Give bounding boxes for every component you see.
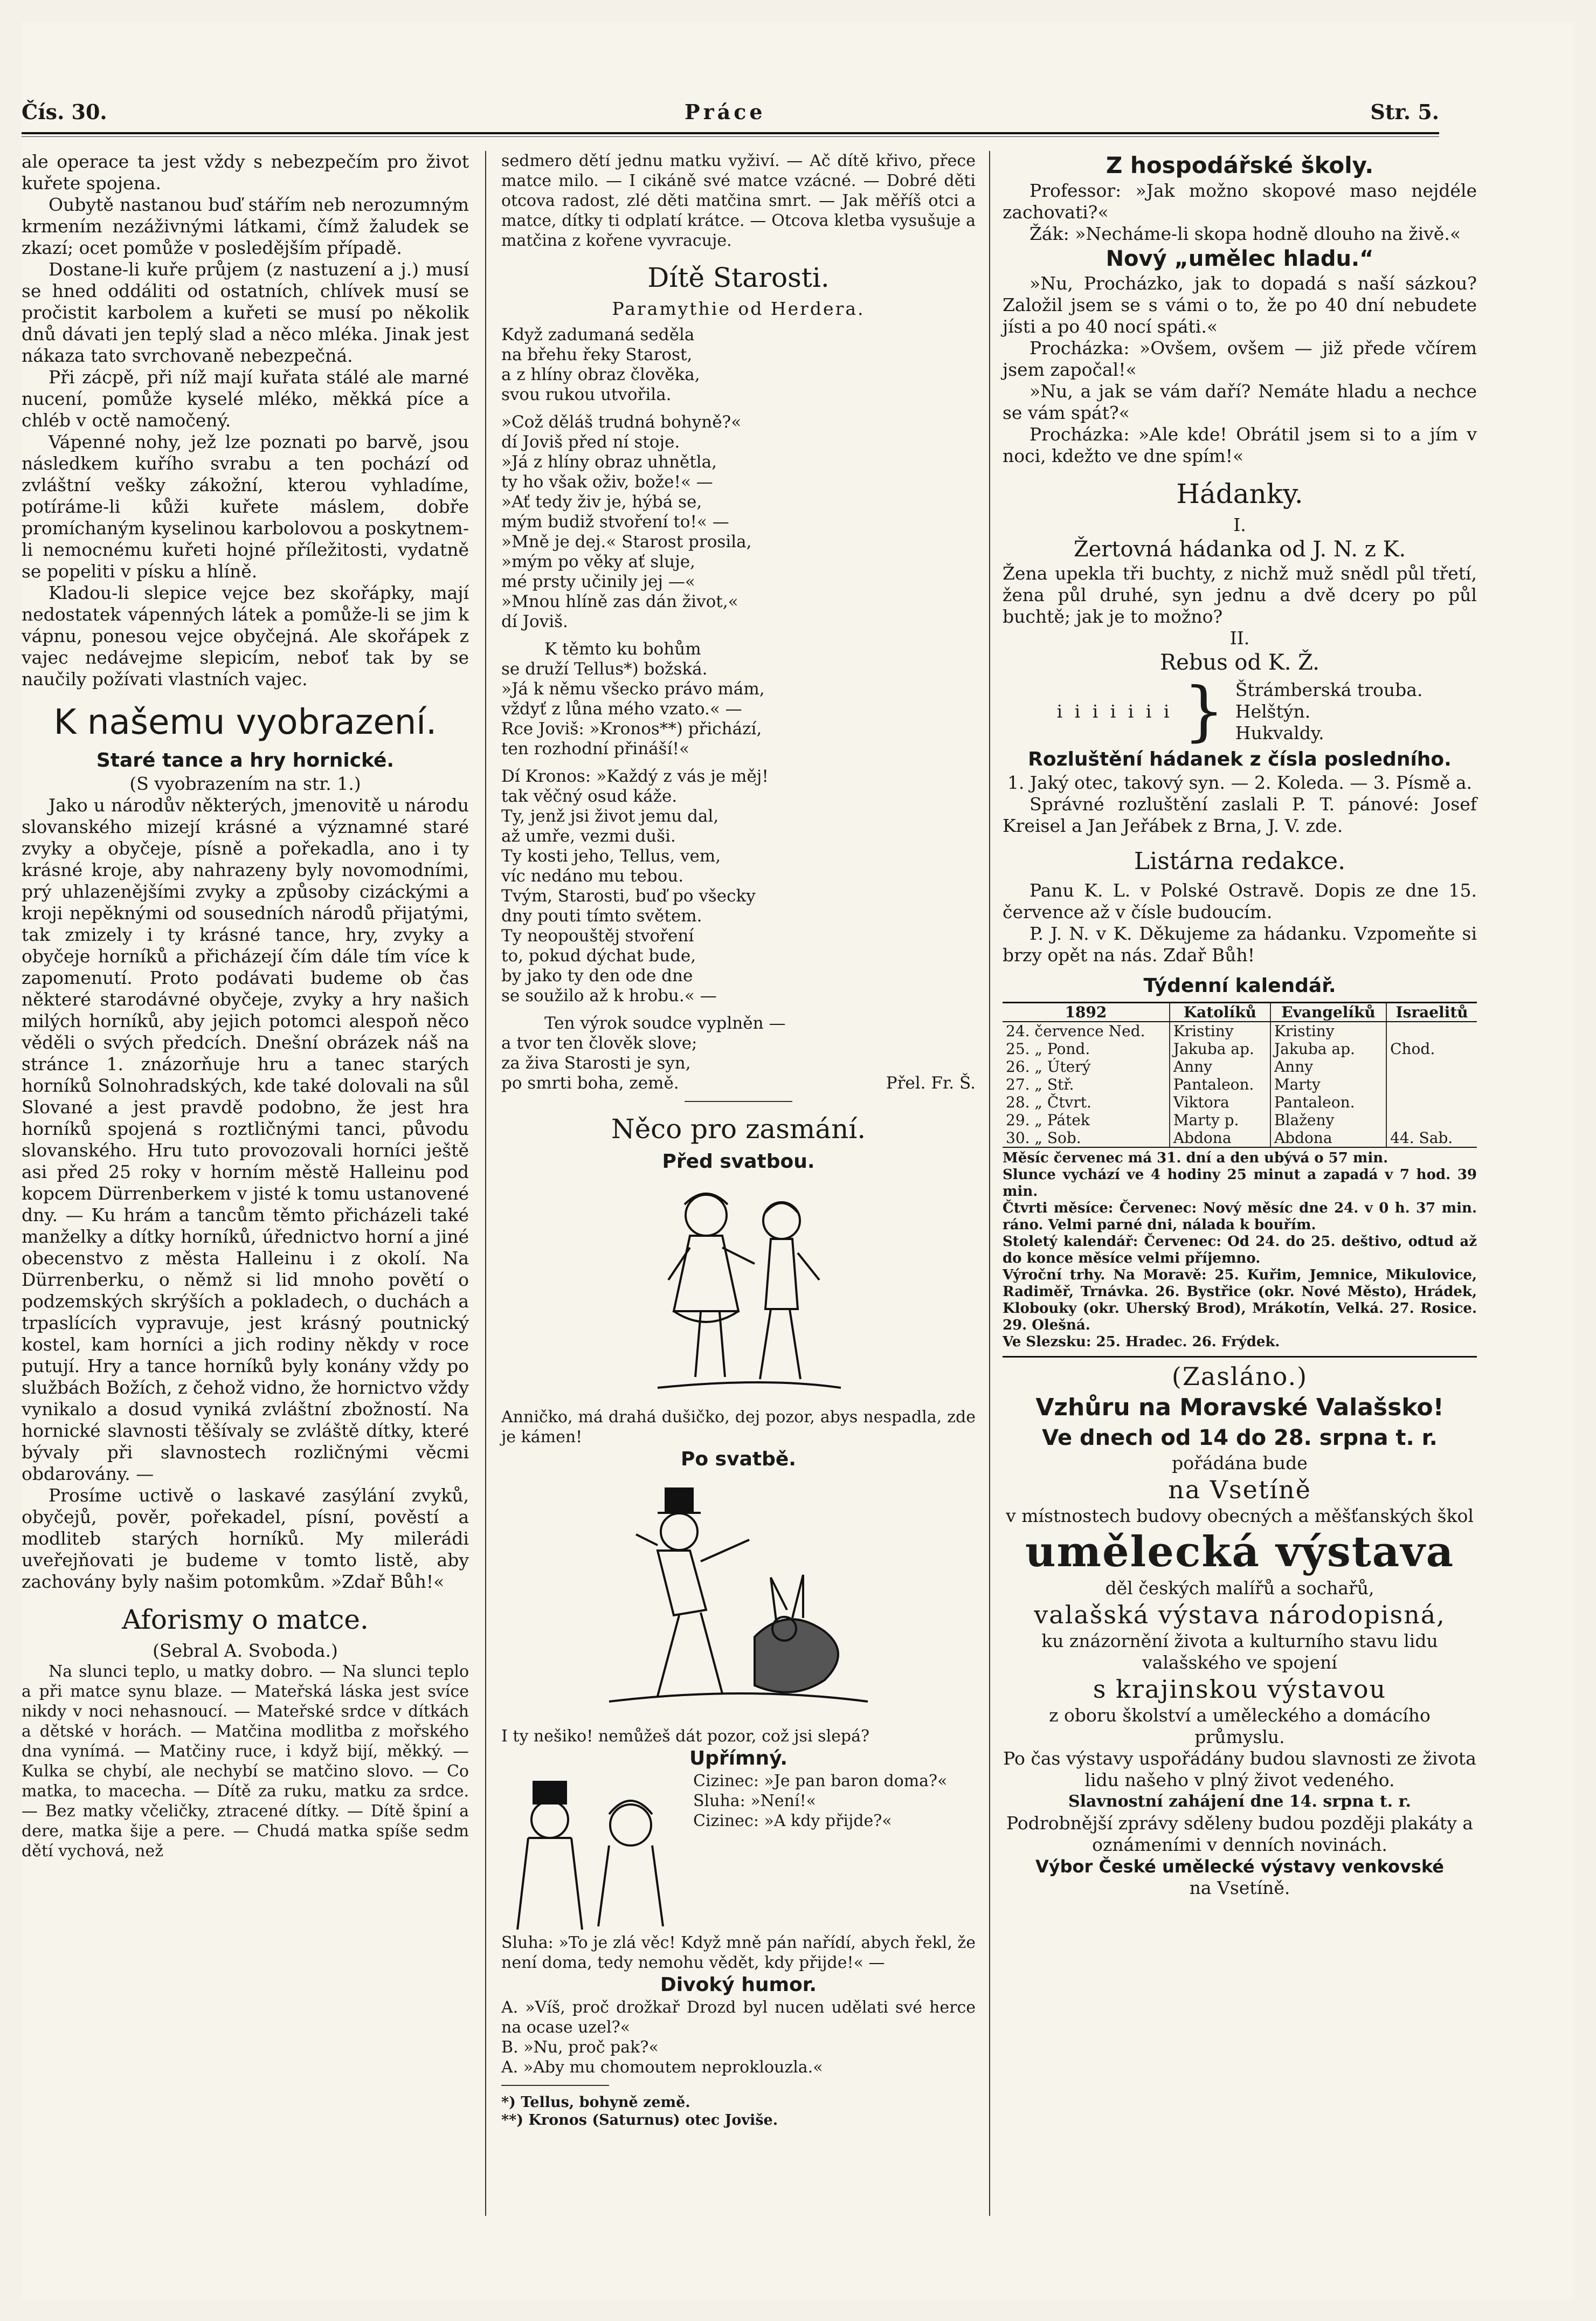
calendar-note: Stoletý kalendář: Červenec: Od 24. do 25. deštivo, odtud až do konce měsíce velmi příjemno. <box>1003 1234 1477 1266</box>
poem-line: se soužilo až k hrobu.« — <box>501 986 717 1005</box>
illustration-caption: I ty nešiko! nemůžeš dát pozor, což jsi slepá? <box>501 1727 870 1746</box>
poem-line: svou rukou utvořila. <box>501 385 672 404</box>
poem-line: ty ho však oživ, bože!« — <box>501 472 713 492</box>
dialog-line: B. »Nu, proč pak?« <box>501 2038 659 2057</box>
paragraph: Oubytě nastanou buď stářím neb nerozumným krmením nezáživnými látkami, čímž žaludek se zkazí; ocet pomůže v posledějším případě. <box>22 194 469 258</box>
calendar-note: Ve Slezsku: 25. Hradec. 26. Frýdek. <box>1003 1334 1280 1350</box>
poem-line: K těmto ku bohům <box>544 639 701 659</box>
paragraph: Professor: »Jak možno skopové maso nejdéle zachovati?« <box>1003 180 1477 223</box>
paragraph: Prosíme uctivě o laskavé zasýlání zvyků, obyčejů, pověr, pořekadel, písní, pověstí a modliteb starých horníků. My milerádi uveřejňovati je budeme v tomto listě, aby zachovány byly našim potomkům. »Zdař Bůh!« <box>22 1485 469 1592</box>
ad-line: Podrobnější zprávy sděleny budou později plakáty a oznámeními v denních novinách. <box>1006 1813 1473 1855</box>
poem-line: po smrti boha, země. <box>501 1073 679 1093</box>
header-rule-thin <box>22 136 1439 137</box>
poem-line: by jako ty den ode dne <box>501 966 693 986</box>
masthead-title: Práce <box>685 100 766 124</box>
table-row <box>1003 1058 1477 1076</box>
ad-line: děl českých malířů a sochařů, <box>1105 1578 1374 1599</box>
paragraph: Jako u národův některých, jmenovitě u národu slovanského mizejí krásné a významné staré zvyky a obyčeje, písně a pořekadla, ano i ty krásné kroje, aby nahrazeny byly novomodními, prý uhlazenějšími zvyky a způsoby cizáckými a kroji nepěknými od sousedních národů přijatými, tak zmizely i ty krásné tance, hry, zvyky a obyčeje horníků a přicházejí čím dále tím více k zapomenutí. Proto podávati budeme ob čas některé starodávné obyčeje, zvyky a hry našich milých horníků, aby jejich potomci alespoň něco věděli o svých předcích. Dnešní obrázek náš na stránce 1. znázorňuje hru a tanec starých horníků Solnohradských, kde také dolovali na sůl Slované a jest pravdě podobno, že jest hra horníků spojená s roztličnými tanci, původu slovanského. Hru tuto provozovali horníci ještě asi před 25 roky v horním městě Halleinu pod kopcem Dürrenberkem v jisté k tomu ustanovené dny. — Ku hrám a tancům těmto přicházeli také manželky a dítky horníků, úřednictvo horní a jiné obecenstvo z města Halleinu i z okolí. Na Dürrenberku, o němž si lid mnoho povětí o podzemských skrýších a pokladech, o duchách a trpaslících vypravuje, jest krásný poutnický kostel, kam horníci a jich rodiny někdy v roce putují. Hry a tance horníků byly konány vždy po službách Božích, z čehož vidno, že hornictvo vždy vynikalo a dosud vyniká zvláštní zbožností. Na hornické slavnosti těšívaly se zvláště dítky, které bývaly při slavnostech rozličnými věcmi obdarovány. — <box>22 795 469 1484</box>
poem-line: se druží Tellus*) božská. <box>501 659 708 679</box>
table-row <box>1003 1093 1477 1111</box>
table-row <box>1003 1076 1477 1093</box>
ad-subtitle: s krajinskou výstavou <box>1093 1675 1387 1704</box>
poem-line: na břehu řeky Starost, <box>501 345 693 364</box>
before-wedding-illustration <box>625 1183 852 1399</box>
ad-line: Slavnostní zahájení dne 14. srpna t. r. <box>1068 1792 1412 1811</box>
dialog-line: A. »Víš, proč drožkař Drozd byl nucen udělati své herce na ocase uzel?« <box>501 1998 976 2037</box>
paragraph: »Nu, Procházko, jak to dopadá s naší sázkou? Založil jsem se s vámi o to, že po 40 dní nebudete jísti a po 40 nocí spáti.« <box>1003 273 1477 337</box>
section-heading: Listárna redakce. <box>1134 848 1346 875</box>
poem-line: »Mnou hlíně zas dán život,« <box>501 592 738 611</box>
column-2 <box>501 151 976 2129</box>
table-cell: 30. „ Sob. <box>1003 1129 1170 1147</box>
calendar-notes <box>1003 1150 1477 1351</box>
poem-line: »Mně je dej.« Starost prosila, <box>501 532 752 552</box>
paragraph: Žena upekla tři buchty, z nichž muž snědl půl třetí, žena půl druhé, syn jednu a dvě dcery po půl buchtě; jak je to možno? <box>1003 563 1477 627</box>
dialog-line: Sluha: »Není!« <box>693 1792 817 1810</box>
table-cell: Viktora <box>1170 1093 1270 1111</box>
column-1 <box>22 151 469 1861</box>
paragraph: Procházka: »Ale kde! Obrátil jsem si to a jím v noci, kdežto ve dne spím!« <box>1003 424 1477 466</box>
dialog-text <box>693 1771 947 1933</box>
section-heading: Něco pro zasmání. <box>611 1113 866 1145</box>
illustration-caption: Anničko, má drahá dušičko, dej pozor, abys nespadla, zde je kámen! <box>501 1408 976 1447</box>
section-heading: K našemu vyobrazení. <box>53 703 437 742</box>
poem-line: Ty kosti jeho, Tellus, vem, <box>501 846 721 866</box>
poem-line: dí Joviš před ní stoje. <box>501 432 680 452</box>
section-subheading: Staré tance a hry hornické. <box>96 749 395 772</box>
paragraph: sedmero dětí jednu matku vyživí. — Ač dítě křivo, přece matce milo. — I cikáně své matce vzácné. — Dobré děti otcova radost, zlé děti matčina smrt. — Jak měříš otci a matce, dítky ti odplatí krátce. — Otcova kletba vysušuje a matčina z kořene vyvracuje. <box>501 151 976 250</box>
calendar-header: Evangelíků <box>1270 1003 1386 1022</box>
dialog-line: Sluha: »To je zlá věc! Když mně pán nařídí, abych řekl, že není doma, tedy nemohu vědět, kdy přijde!« — <box>501 1933 976 1972</box>
table-cell <box>1386 1111 1477 1129</box>
poem-stanza <box>501 767 976 1006</box>
section-heading: Hádanky. <box>1176 478 1303 509</box>
calendar-header: 1892 <box>1003 1003 1170 1022</box>
table-cell: 29. „ Pátek <box>1003 1111 1170 1129</box>
uprimny-block <box>501 1771 976 1933</box>
footnote: **) Kronos (Saturnus) otec Joviše. <box>501 2112 778 2129</box>
poem-line: víc nedáno mu tebou. <box>501 866 684 886</box>
rebus <box>1003 674 1477 749</box>
calendar-table <box>1003 1002 1477 1148</box>
ad-subtitle: valašská výstava národopisná, <box>1034 1600 1446 1629</box>
paragraph: Při zácpě, při níž mají kuřata stálé ale marné nucení, pomůže kyselé mléko, měkká píce a chléb v octě namočený. <box>22 367 469 431</box>
calendar-header: Israelitů <box>1386 1003 1477 1022</box>
rebus-item: Hukvaldy. <box>1235 722 1324 743</box>
poem-line: Tvým, Starosti, buď po všecky <box>501 886 756 906</box>
table-cell: Kristiny <box>1270 1022 1386 1040</box>
table-row <box>1003 1022 1477 1040</box>
table-cell <box>1386 1058 1477 1076</box>
section-subheading: Divoký humor. <box>660 1974 817 1996</box>
ad-signature: Výbor České umělecké výstavy venkovské <box>1035 1856 1444 1877</box>
poem-line: vždyť z lůna mého vzato.« — <box>501 699 742 719</box>
calendar-note: Slunce vychází ve 4 hodiny 25 minut a zapadá v 7 hod. 39 min. <box>1003 1167 1477 1200</box>
poem-line: dny pouti tímto světem. <box>501 906 702 926</box>
poem-line: mé prsty učinily jej —« <box>501 572 695 591</box>
poem-line <box>501 1073 976 1093</box>
poem-line: dí Joviš. <box>501 612 568 631</box>
paragraph: Dostane-li kuře průjem (z nastuzení a j.) musí se hned oddáliti od ostatních, chlívek musí se pročistit karbolem a kuřeti se musí po několik dnů dávati jen teplý slad a něco mléka. Jinak jest nákaza tato svrchovaně nebezpečná. <box>22 259 469 366</box>
poem-stanza <box>501 1014 976 1093</box>
table-cell <box>1386 1093 1477 1111</box>
ad-zaslano: (Zasláno.) <box>1171 1362 1308 1391</box>
table-cell: 27. „ Stř. <box>1003 1076 1170 1093</box>
footnote: *) Tellus, bohyně země. <box>501 2094 690 2111</box>
dialog-line: Cizinec: »Je pan baron doma?« <box>693 1772 948 1790</box>
calendar-note: Výroční trhy. Na Moravě: 25. Kuřim, Jemnice, Mikulovice, Radiměř, Trnávka. 26. Bystřice (okr. Nové Město), Hrádek, Klobouky (okr. Uherský Brod), Mrákotín, Velká. 27. Rosice. 29. Olešná. <box>1003 1267 1477 1333</box>
table-cell: Marty <box>1270 1076 1386 1093</box>
poem-line: tak věčný osud káže. <box>501 787 678 806</box>
poem-stanza <box>501 325 976 405</box>
poem-title: Dítě Starosti. <box>647 262 830 293</box>
ad-title: umělecká výstava <box>1025 1527 1455 1576</box>
ad-location: na Vsetíně <box>1168 1475 1311 1504</box>
section-subheading: Po svatbě. <box>681 1448 796 1470</box>
table-cell: Marty p. <box>1170 1111 1270 1129</box>
poem-line: Ty, jenž jsi život jemu dal, <box>501 807 719 826</box>
table-cell: Abdona <box>1170 1129 1270 1147</box>
after-wedding-illustration <box>598 1480 879 1718</box>
rebus-item: Helštýn. <box>1235 701 1311 722</box>
paragraph: Kladou-li slepice vejce bez skořápky, mají nedostatek vápenných látek a pomůže-li se jim k vápnu, ponesou vejce obyčejná. Ale skořápek z vajec nedávejme slepicím, neboť tak by se naučily požívati vlastních vajec. <box>22 582 469 690</box>
calendar-note: Čtvrti měsíce: Červenec: Nový měsíc dne 24. v 0 h. 37 min. ráno. Velmi parné dni, nálada k bouřím. <box>1003 1200 1477 1233</box>
footnote-rule <box>501 2085 609 2086</box>
column-divider <box>989 151 990 2216</box>
poem-stanza <box>501 412 976 632</box>
dialog-line: A. »Aby mu chomoutem neproklouzla.« <box>501 2058 823 2077</box>
riddle-number: II. <box>1229 628 1250 649</box>
section-note: (Sebral A. Svoboda.) <box>153 1640 338 1661</box>
table-cell: 28. „ Čtvrt. <box>1003 1093 1170 1111</box>
table-cell: Pantaleon. <box>1170 1076 1270 1093</box>
table-cell <box>1386 1076 1477 1093</box>
table-cell: 26. „ Úterý <box>1003 1058 1170 1076</box>
page-header <box>22 94 1439 137</box>
paragraph: Vápenné nohy, jež lze poznati po barvě, jsou následkem kuřího svrabu a ten pochází od zvláštní vešky zákožní, kterou vyhladíme, potíráme-li kůži kuřete máslem, dobře promíchaným kyselinou karbolovou a poskytnem-li nemocnému kuřeti hojné příležitosti, vydatně se popeliti v písku a hlíně. <box>22 431 469 582</box>
riddle-number: I. <box>1233 514 1246 535</box>
table-row <box>1003 1040 1477 1058</box>
poem-line: ten rozhodní přináší!« <box>501 739 689 759</box>
table-cell: Chod. <box>1390 1040 1435 1058</box>
section-subheading: Před svatbou. <box>662 1151 815 1173</box>
table-row <box>1003 1111 1477 1129</box>
dialog-line: Cizinec: »A kdy přijde?« <box>693 1812 892 1830</box>
section-heading: Z hospodářské školy. <box>1106 152 1374 178</box>
ad-dates: Ve dnech od 14 do 28. srpna t. r. <box>1042 1425 1438 1450</box>
poem-line: »Což děláš trudná bohyně?« <box>501 412 742 432</box>
riddle-title: Rebus od K. Ž. <box>1160 650 1319 675</box>
section-heading: Rozluštění hádanek z čísla posledního. <box>1028 748 1452 770</box>
poem-line: »Já k němu všecko právo mám, <box>501 679 765 699</box>
section-note: (S vyobrazením na str. 1.) <box>129 773 361 794</box>
divider <box>1003 1356 1477 1358</box>
poem-line: a tvor ten člověk slove; <box>501 1034 697 1053</box>
table-cell: Abdona <box>1270 1129 1386 1147</box>
ad-line: ku znázornění života a kulturního stavu lidu valašského ve spojení <box>1041 1630 1438 1673</box>
table-cell: Anny <box>1270 1058 1386 1076</box>
issue-number: Čís. 30. <box>22 100 107 124</box>
rebus-item: Štrámberská trouba. <box>1235 679 1423 700</box>
poem-line: až umře, vezmi duši. <box>501 827 676 846</box>
header-rule <box>22 132 1439 134</box>
poem-line: Dí Kronos: »Každý z vás je měj! <box>501 767 769 786</box>
paragraph: »Nu, a jak se vám daří? Nemáte hladu a nechce se vám spát?« <box>1003 381 1477 423</box>
table-cell: Blaženy <box>1270 1111 1386 1129</box>
divider <box>685 1101 792 1102</box>
calendar-note: Měsíc červenec má 31. dní a den ubývá o 57 min. <box>1003 1150 1388 1166</box>
calendar-header-row <box>1003 1003 1477 1022</box>
ad-line: v místnostech budovy obecných a měšťanských škol <box>1006 1505 1474 1526</box>
table-cell: Jakuba ap. <box>1270 1040 1386 1058</box>
poem-line: »Ať tedy živ je, hýbá se, <box>501 492 702 512</box>
column-3 <box>1003 151 1477 1899</box>
paragraph: Panu K. L. v Polské Ostravě. Dopis ze dne 15. července až v čísle budoucím. <box>1003 880 1477 922</box>
rebus-letters: i i i i i i i <box>1056 701 1173 722</box>
section-heading: Aforismy o matce. <box>122 1604 369 1635</box>
poem-line: Když zadumaná seděla <box>501 325 695 345</box>
ad-line: na Vsetíně. <box>1189 1877 1290 1898</box>
table-cell: 25. „ Pond. <box>1003 1040 1170 1058</box>
section-heading: Týdenní kalendář. <box>1143 975 1336 997</box>
ad-headline: Vzhůru na Moravské Valašsko! <box>1035 1394 1444 1421</box>
ad-line: pořádána bude <box>1172 1452 1308 1473</box>
table-cell: Pantaleon. <box>1270 1093 1386 1111</box>
paragraph: Procházka: »Ovšem, ovšem — již přede včírem jsem započal!« <box>1003 338 1477 380</box>
table-cell: 44. Sab. <box>1386 1129 1477 1147</box>
section-subheading: Upřímný. <box>689 1747 788 1769</box>
rebus-items <box>1235 679 1423 744</box>
paragraph: ale operace ta jest vždy s nebezpečím pro život kuřete spojena. <box>22 151 469 194</box>
poem-line: Ten výrok soudce vyplněn — <box>544 1014 786 1033</box>
poem-line: a z hlíny obraz člověka, <box>501 365 700 384</box>
brace-icon: } <box>1183 674 1225 749</box>
ad-line: z oboru školství a uměleckého a domácího průmyslu. <box>1049 1705 1431 1747</box>
paragraph: P. J. N. v K. Děkujeme za hádanku. Vzpomeňte si brzy opět na nás. Zdař Bůh! <box>1003 923 1477 966</box>
table-cell: Anny <box>1170 1058 1270 1076</box>
table-cell: 24. července Ned. <box>1003 1022 1170 1040</box>
poem-stanza <box>501 639 976 759</box>
paragraph: Správné rozluštění zaslali P. T. pánové: Josef Kreisel a Jan Jeřábek z Brna, J. V. zde. <box>1003 794 1477 836</box>
table-row <box>1003 1129 1477 1147</box>
paragraph: Žák: »Necháme-li skopa hodně dlouho na živě.« <box>1030 223 1461 244</box>
poem-line: Rce Joviš: »Kronos**) přichází, <box>501 719 762 739</box>
page-number: Str. 5. <box>1370 100 1439 124</box>
table-cell <box>1386 1022 1477 1040</box>
section-heading: Nový „umělec hladu.“ <box>1106 246 1374 271</box>
poem-line: za živa Starosti je syn, <box>501 1053 691 1073</box>
poem-subtitle: Paramythie od Herdera. <box>612 298 865 319</box>
translator-credit: Přel. Fr. Š. <box>886 1073 976 1093</box>
paragraph: 1. Jaký otec, takový syn. — 2. Koleda. — 3. Písmě a. <box>1007 772 1473 793</box>
column-divider <box>485 151 486 2216</box>
poem-line: to, pokud dýchat bude, <box>501 946 696 966</box>
calendar-header: Katolíků <box>1170 1003 1270 1022</box>
table-cell: Kristiny <box>1170 1022 1270 1040</box>
poem-line: »mým po věky ať sluje, <box>501 552 695 571</box>
paragraph: Na slunci teplo, u matky dobro. — Na slunci teplo a při matce synu blaze. — Mateřská láska jest svíce nikdy v noci nehasnoucí. — Mateřské srdce v dítkách a dětské v horách. — Matčina modlitba z mořského dna vynímá. — Matčiny ruce, i když bijí, měkký. — Kulka se chybí, ale nechybí se matčino slovo. — Co matka, to macecha. — Dítě za ruku, matku za srdce. — Bez matky včeličky, ztracené dítky. — Dítě špiní a dere, matka šije a pere. — Chudá matka spíše sedm dětí vychová, než <box>22 1662 469 1861</box>
table-cell: Jakuba ap. <box>1170 1040 1270 1058</box>
poem-line: Ty neopouštěj stvoření <box>501 926 694 946</box>
poem-line: mým budiž stvoření to!« — <box>501 512 729 532</box>
servant-illustration <box>501 1771 685 1933</box>
riddle-title: Žertovná hádanka od J. N. z K. <box>1073 537 1406 562</box>
poem-line: »Já z hlíny obraz uhnětla, <box>501 452 717 472</box>
ad-line: Po čas výstavy uspořádány budou slavnosti ze života lidu našeho v plný život vedeného. <box>1003 1748 1476 1790</box>
